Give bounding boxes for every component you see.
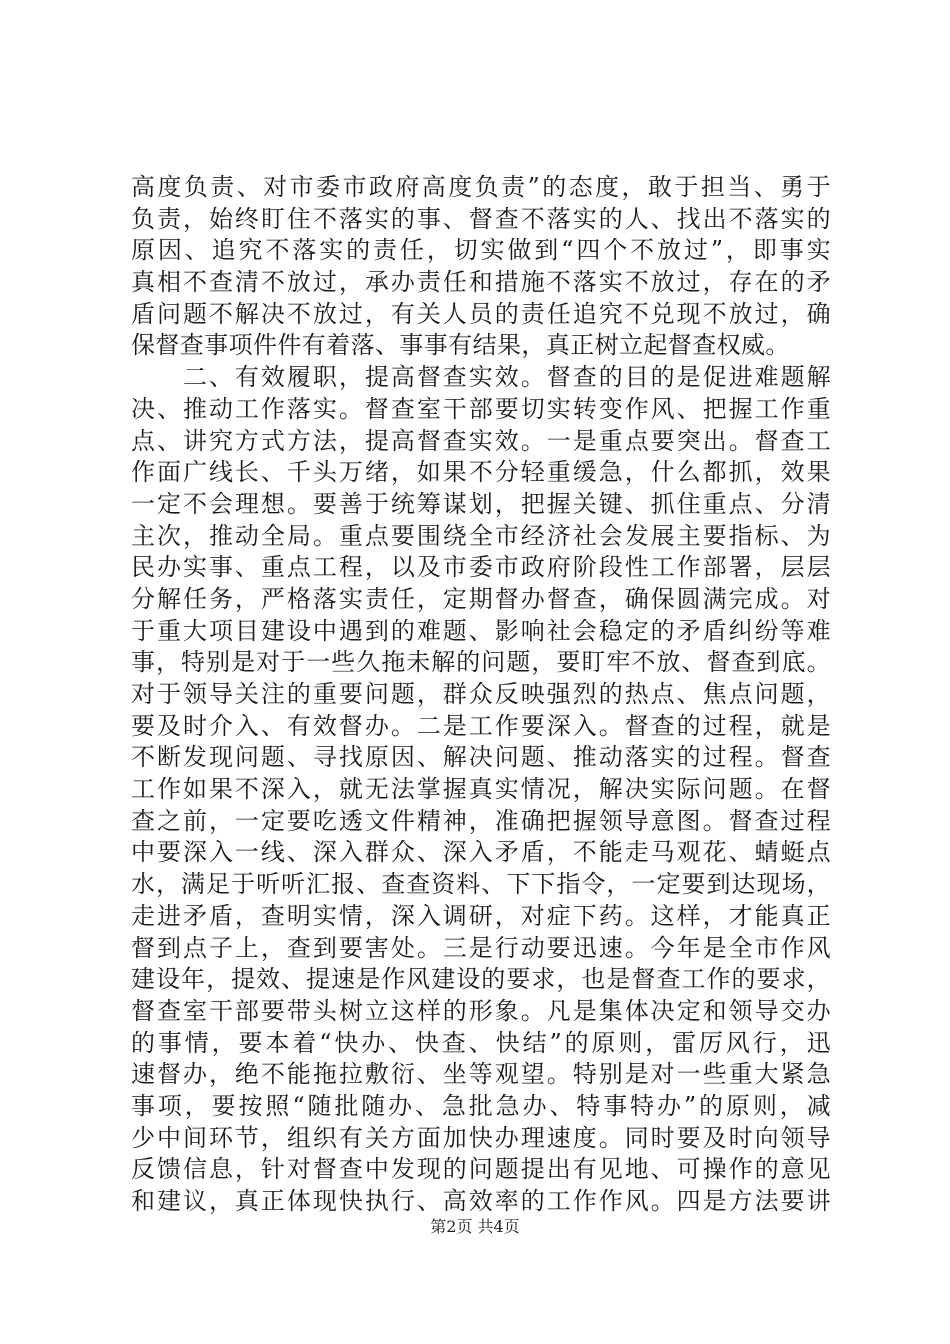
- text-line: 事，特别是对于一些久拖未解的问题，要盯牢不放、督查到底。: [131, 648, 831, 677]
- text-line: 于重大项目建设中遇到的难题、影响社会稳定的矛盾纠纷等难: [131, 616, 831, 645]
- text-line: 高度负责、对市委市政府高度负责”的态度，敢于担当、勇于: [131, 173, 831, 201]
- text-line: 负责，始终盯住不落实的事、督查不落实的人、找出不落实的: [131, 204, 831, 233]
- text-line: 事项，要按照“随批随办、急批急办、特事特办”的原则，减: [131, 1091, 831, 1120]
- text-line: 督到点子上，查到要害处。三是行动要迅速。今年是全市作风: [131, 933, 831, 962]
- text-line: 保督查事项件件有着落、事事有结果，真正树立起督查权威。: [131, 331, 790, 360]
- text-line: 分解任务，严格落实责任，定期督办督查，确保圆满完成。对: [131, 584, 831, 613]
- text-line: 二、有效履职，提高督查实效。督查的目的是促进难题解: [131, 363, 831, 392]
- text-line: 和建议，真正体现快执行、高效率的工作作风。四是方法要讲: [131, 1187, 831, 1215]
- text-line: 反馈信息，针对督查中发现的问题提出有见地、可操作的意见: [131, 1155, 831, 1184]
- text-line: 真相不查清不放过，承办责任和措施不落实不放过，存在的矛: [131, 268, 831, 297]
- text-line: 不断发现问题、寻找原因、解决问题、推动落实的过程。督查: [131, 743, 831, 772]
- text-line: 对于领导关注的重要问题，群众反映强烈的热点、焦点问题，: [131, 680, 831, 708]
- text-line: 民办实事、重点工程，以及市委市政府阶段性工作部署，层层: [131, 553, 831, 582]
- text-line: 决、推动工作落实。督查室干部要切实转变作风、把握工作重: [131, 394, 831, 423]
- text-line: 工作如果不深入，就无法掌握真实情况，解决实际问题。在督: [131, 775, 831, 804]
- body-text: [131, 172, 831, 1218]
- text-line: 原因、追究不落实的责任，切实做到“四个不放过”，即事实: [131, 236, 831, 265]
- text-line: 主次，推动全局。重点要围绕全市经济社会发展主要指标、为: [131, 521, 831, 550]
- text-line: 要及时介入、有效督办。二是工作要深入。督查的过程，就是: [131, 711, 831, 740]
- text-line: 盾问题不解决不放过，有关人员的责任追究不兑现不放过，确: [131, 299, 831, 328]
- text-line: 建设年，提效、提速是作风建设的要求，也是督查工作的要求，: [131, 965, 831, 994]
- text-line: 一定不会理想。要善于统筹谋划，把握关键、抓住重点、分清: [131, 489, 831, 518]
- text-line: 中要深入一线、深入群众、深入矛盾，不能走马观花、蜻蜓点: [131, 838, 831, 867]
- text-line: 少中间环节，组织有关方面加快办理速度。同时要及时向领导: [131, 1123, 831, 1152]
- text-line: 点、讲究方式方法，提高督查实效。一是重点要突出。督查工: [131, 426, 831, 455]
- page-footer: 第2页 共4页: [430, 1217, 520, 1236]
- text-line: 水，满足于听听汇报、查查资料、下下指令，一定要到达现场，: [131, 870, 831, 899]
- text-line: 督查室干部要带头树立这样的形象。凡是集体决定和领导交办: [131, 996, 831, 1025]
- text-line: 的事情，要本着“快办、快查、快结”的原则，雷厉风行，迅: [131, 1028, 831, 1057]
- text-line: 速督办，绝不能拖拉敷衍、坐等观望。特别是对一些重大紧急: [131, 1060, 831, 1089]
- text-line: 查之前，一定要吃透文件精神，准确把握领导意图。督查过程: [131, 806, 831, 835]
- text-line: 走进矛盾，查明实情，深入调研，对症下药。这样，才能真正: [131, 901, 831, 930]
- text-line: 作面广线长、千头万绪，如果不分轻重缓急，什么都抓，效果: [131, 458, 831, 487]
